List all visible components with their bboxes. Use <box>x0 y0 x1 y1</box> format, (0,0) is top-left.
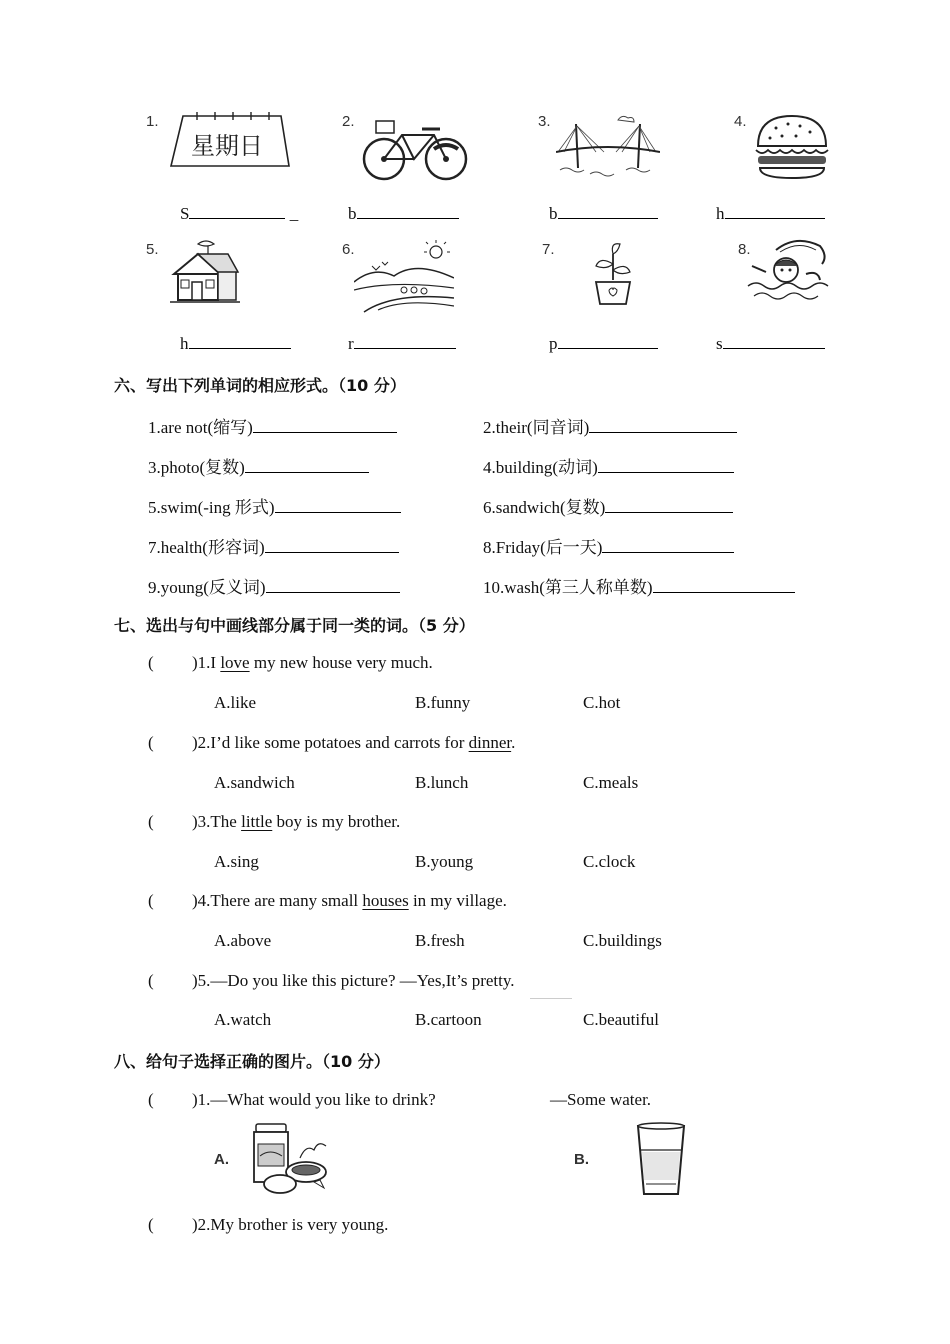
answer-blank[interactable]: b <box>348 204 459 224</box>
picture-number: 7. <box>542 241 555 258</box>
option-c[interactable]: C.hot <box>583 693 621 712</box>
option-a[interactable]: A.watch <box>214 1010 272 1029</box>
question-text: )2.I’d like some potatoes and carrots for dinner. <box>192 733 516 752</box>
answer-blank[interactable]: p <box>549 334 658 354</box>
picture-number: 4. <box>734 113 747 130</box>
option-c[interactable]: C.clock <box>583 852 636 871</box>
underlined-word: dinner <box>468 733 512 752</box>
picture-number: 3. <box>538 113 551 130</box>
word-form-item[interactable]: 1.are not(缩写) <box>148 413 397 438</box>
word-form-item[interactable]: 10.wash(第三人称单数) <box>483 573 795 598</box>
word-form-item[interactable]: 9.young(反义词) <box>148 573 400 598</box>
option-b[interactable]: B.funny <box>415 693 471 712</box>
section-6-title: 六、写出下列单词的相应形式。（10 分） <box>114 376 406 395</box>
bridge-icon <box>556 112 660 180</box>
option-c[interactable]: C.buildings <box>583 931 662 950</box>
answer-paren[interactable]: ( <box>148 1090 154 1109</box>
option-a[interactable]: A.sing <box>214 852 259 871</box>
answer-text: —Some water. <box>550 1090 652 1109</box>
calendar-icon <box>163 110 293 172</box>
option-b-label[interactable]: B. <box>574 1151 589 1168</box>
option-c[interactable]: C.meals <box>583 773 639 792</box>
section-8-title: 八、给句子选择正确的图片。（10 分） <box>114 1052 390 1071</box>
question-text: )2.My brother is very young. <box>192 1215 389 1234</box>
picture-number: 5. <box>146 241 159 258</box>
word-form-item[interactable]: 4.building(动词) <box>483 453 734 478</box>
word-form-item[interactable]: 5.swim(-ing 形式) <box>148 493 401 518</box>
answer-paren[interactable]: ( <box>148 971 154 990</box>
bicycle-icon <box>362 115 470 183</box>
answer-blank[interactable]: s <box>716 334 825 354</box>
picture-number: 1. <box>146 113 159 130</box>
option-a[interactable]: A.above <box>214 931 272 950</box>
word-form-item[interactable]: 2.their(同音词) <box>483 413 737 438</box>
river-icon <box>354 238 454 314</box>
option-c[interactable]: C.beautiful <box>583 1010 660 1029</box>
picture-number: 8. <box>738 241 751 258</box>
underlined-word: love <box>220 653 250 672</box>
question-text: )1.—What would you like to drink? <box>192 1090 436 1109</box>
plant-icon <box>590 240 636 308</box>
section-7-title: 七、选出与句中画线部分属于同一类的词。（5 分） <box>114 616 475 635</box>
question-text: )3.The little boy is my brother. <box>192 812 401 831</box>
question-text: )4.There are many small houses in my village. <box>192 891 507 910</box>
picture-number: 2. <box>342 113 355 130</box>
question-text: )1.I love my new house very much. <box>192 653 433 672</box>
word-form-item[interactable]: 7.health(形容词) <box>148 533 399 558</box>
question-text: )5.—Do you like this picture? —Yes,It’s pretty. <box>192 971 515 990</box>
answer-paren[interactable]: ( <box>148 653 154 672</box>
answer-blank[interactable]: b <box>549 204 658 224</box>
swim-icon <box>746 236 830 306</box>
answer-blank[interactable]: r <box>348 334 456 354</box>
underlined-word: pretty <box>471 971 511 990</box>
underlined-word: houses <box>362 891 409 910</box>
answer-paren[interactable]: ( <box>148 733 154 752</box>
water-glass-icon[interactable] <box>634 1122 688 1198</box>
option-b[interactable]: B.cartoon <box>415 1010 482 1029</box>
option-b[interactable]: B.fresh <box>415 931 465 950</box>
option-a-label[interactable]: A. <box>214 1151 229 1168</box>
hamburger-icon <box>752 112 832 182</box>
underlined-word: little <box>241 812 273 831</box>
answer-blank[interactable]: h <box>180 334 291 354</box>
answer-blank[interactable]: h <box>716 204 825 224</box>
option-a[interactable]: A.like <box>214 693 257 712</box>
word-form-item[interactable]: 6.sandwich(复数) <box>483 493 733 518</box>
faint-underline <box>530 998 572 999</box>
option-b[interactable]: B.young <box>415 852 474 871</box>
answer-paren[interactable]: ( <box>148 1215 154 1234</box>
answer-paren[interactable]: ( <box>148 812 154 831</box>
word-form-item[interactable]: 3.photo(复数) <box>148 453 369 478</box>
calendar-text: 星期日 <box>191 132 263 160</box>
answer-blank[interactable]: S _ <box>180 204 299 223</box>
picture-number: 6. <box>342 241 355 258</box>
house-icon <box>168 240 242 306</box>
option-a[interactable]: A.sandwich <box>214 773 295 792</box>
answer-paren[interactable]: ( <box>148 891 154 910</box>
word-form-item[interactable]: 8.Friday(后一天) <box>483 533 734 558</box>
option-b[interactable]: B.lunch <box>415 773 469 792</box>
tea-jar-icon[interactable] <box>250 1120 332 1196</box>
